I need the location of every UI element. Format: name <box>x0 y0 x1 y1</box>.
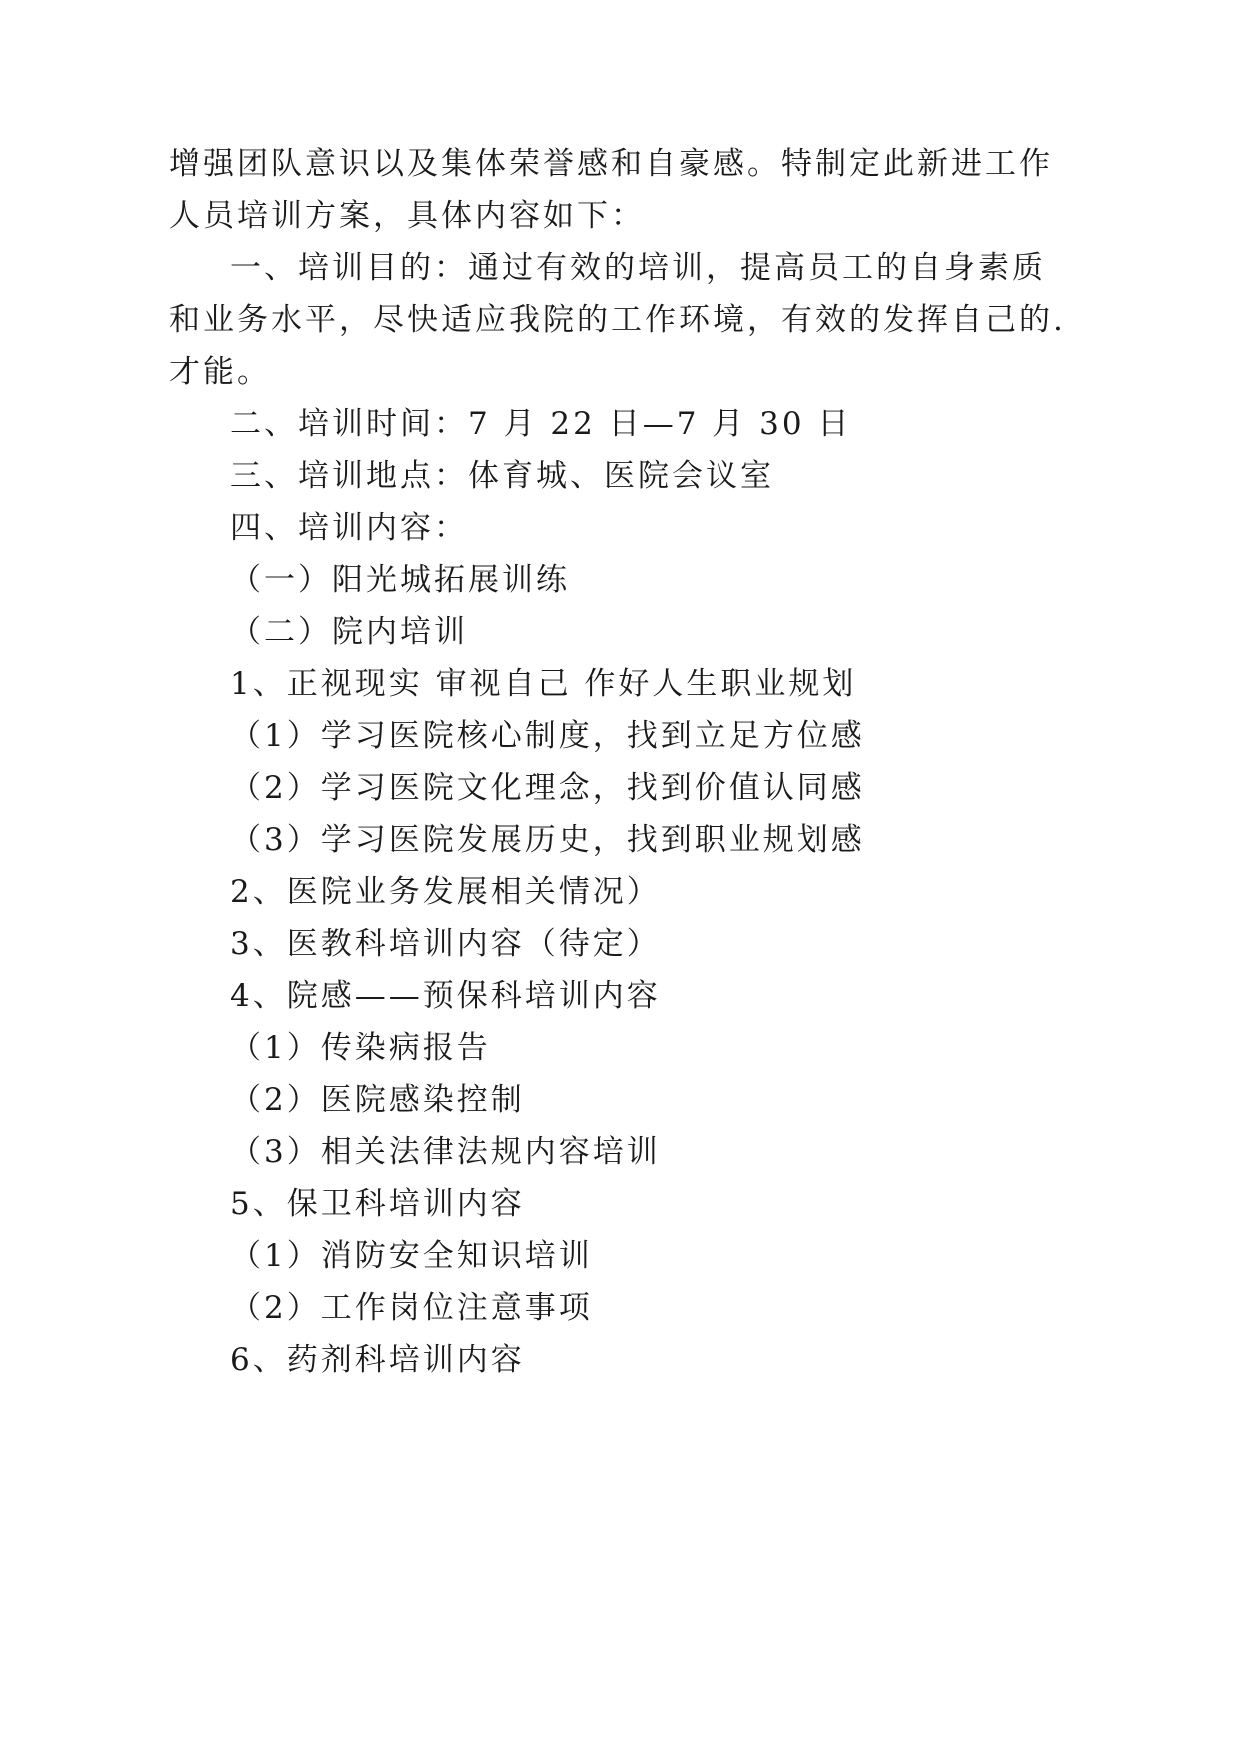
subsection-item: （一）阳光城拓展训练 <box>230 562 570 598</box>
list-item: 4、院感——预保科培训内容 <box>230 978 661 1014</box>
list-item: 1、正视现实 审视自己 作好人生职业规划 <box>230 666 857 702</box>
paragraph-line: 才能。 <box>169 354 271 390</box>
list-subitem: （1）学习医院核心制度，找到立足方位感 <box>230 718 865 754</box>
list-subitem: （2）医院感染控制 <box>230 1082 525 1118</box>
section-heading-purpose: 一、培训目的：通过有效的培训，提高员工的自身素质 <box>230 250 1046 286</box>
list-subitem: （3）相关法律法规内容培训 <box>230 1134 661 1170</box>
list-item: 5、保卫科培训内容 <box>230 1186 525 1222</box>
paragraph-line: 和业务水平，尽快适应我院的工作环境，有效的发挥自己的. <box>169 302 1066 338</box>
list-item: 6、药剂科培训内容 <box>230 1342 525 1378</box>
list-subitem: （2）学习医院文化理念，找到价值认同感 <box>230 770 865 806</box>
paragraph-line: 人员培训方案，具体内容如下： <box>169 198 645 234</box>
list-item: 2、医院业务发展相关情况） <box>230 874 661 910</box>
list-subitem: （2）工作岗位注意事项 <box>230 1290 593 1326</box>
list-subitem: （1）传染病报告 <box>230 1030 491 1066</box>
section-heading-location: 三、培训地点：体育城、医院会议室 <box>230 458 774 494</box>
section-heading-time: 二、培训时间：7 月 22 日—7 月 30 日 <box>230 406 852 442</box>
paragraph-line: 增强团队意识以及集体荣誉感和自豪感。特制定此新进工作 <box>169 146 1053 182</box>
section-heading-content: 四、培训内容： <box>230 510 468 546</box>
list-item: 3、医教科培训内容（待定） <box>230 926 661 962</box>
subsection-item: （二）院内培训 <box>230 614 468 650</box>
list-subitem: （1）消防安全知识培训 <box>230 1238 593 1274</box>
list-subitem: （3）学习医院发展历史，找到职业规划感 <box>230 822 865 858</box>
